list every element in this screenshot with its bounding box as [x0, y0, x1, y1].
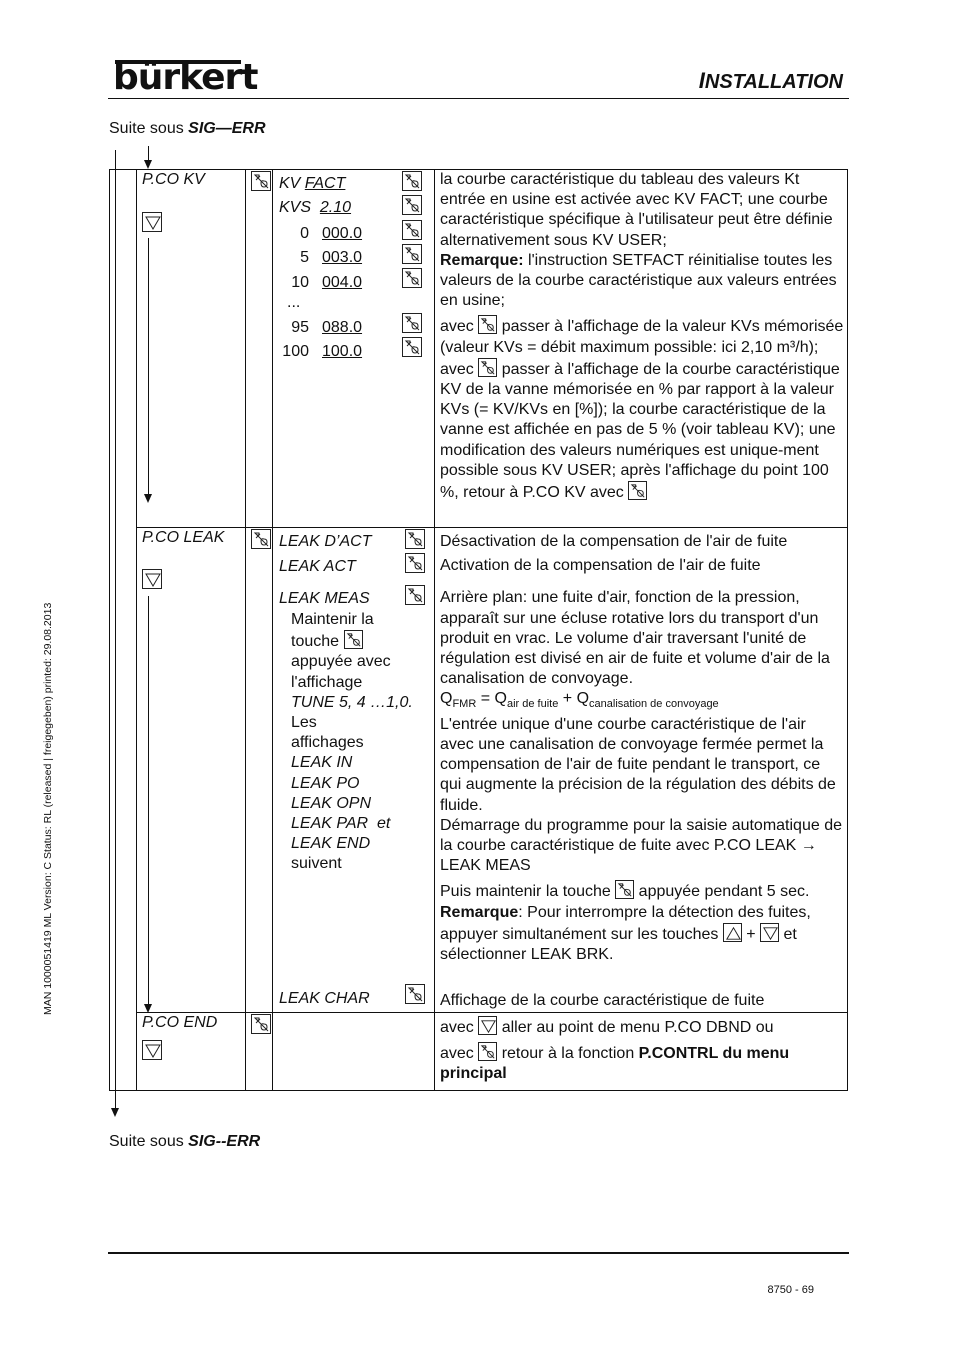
- hand-enter-icon[interactable]: [405, 529, 425, 549]
- flow-arrow-leak-head: [144, 1004, 152, 1013]
- down-arrow-key-icon[interactable]: [142, 569, 162, 589]
- hand-enter-icon[interactable]: [402, 268, 422, 288]
- hand-enter-icon[interactable]: [251, 1014, 271, 1034]
- menu-pco-leak: P.CO LEAK: [142, 529, 225, 546]
- desc-pco-kv: la courbe caractéristique du tableau des valeurs Kt entrée en usine est activée avec KV FACT; une courbe caractéristique spécifique à l'utilisateur peut être définie alternativement sous KV USER; Remarque: l'instruction SETFACT réinitialise toutes les valeurs de la courbe caractéristique aux valeurs entrées en usine; avec passer à l'affichage de la valeur KVs mémorisée (valeur KVs = débit maximum possible: ici 2,10 m³/h); avec passer à l'affichage de la courbe caractéristique KV de la vanne mémorisée en % par rapport à la valeur KVs (= KV/KVs en [%]); la courbe caractéristique de la vanne est affichée en pas de 5 % (voir tableau KV); une modification des valeurs numériques est unique-ment possible sous KV USER; après l'affichage du point 100 %, retour à P.CO KV avec: [440, 171, 844, 502]
- col-divider-3: [434, 169, 435, 1091]
- flow-arrow-kv-head: [144, 494, 152, 503]
- kv-pct: 10: [291, 274, 309, 291]
- col-divider-1: [245, 169, 246, 1091]
- kv-val: 000.0: [322, 225, 363, 242]
- kv-val: 003.0: [322, 249, 363, 266]
- kv-pct: 95: [291, 319, 309, 336]
- up-arrow-key-icon: [723, 923, 742, 942]
- hand-enter-icon: [344, 630, 363, 649]
- hand-enter-icon[interactable]: [251, 529, 271, 549]
- hand-enter-icon[interactable]: [402, 244, 422, 264]
- leak-meas-instructions: Maintenir la touche appuyée avec l'affichage TUNE 5, 4 …1,0. Les affichages LEAK IN LEAK PO LEAK OPN LEAK PAR et LEAK END suivent: [291, 611, 413, 873]
- hand-enter-icon[interactable]: [251, 171, 271, 191]
- param-leak-char: LEAK CHAR: [279, 990, 370, 1007]
- flow-arrow-leak: [148, 596, 149, 1006]
- burkert-logo: bürkert: [113, 57, 258, 98]
- menu-pco-end: P.CO END: [142, 1014, 218, 1031]
- param-leak-act: LEAK ACT: [279, 558, 356, 575]
- desc-pco-end: avec aller au point de menu P.CO DBND ou avec retour à la fonction P.CONTRL du menu principal: [440, 1016, 844, 1085]
- document-status-note: MAN 1000051419 ML Version: C Status: RL (released | freigegeben) printed: 29.08.2013: [42, 602, 54, 1015]
- hand-enter-icon[interactable]: [402, 195, 422, 215]
- kv-val: 004.0: [322, 274, 363, 291]
- hand-enter-icon: [478, 1042, 497, 1061]
- col-divider-2: [272, 169, 273, 1091]
- kv-val: 100.0: [322, 343, 363, 360]
- desc-pco-leak: Désactivation de la compensation de l'air de fuite Activation de la compensation de l'air de fuite Arrière plan: une fuite d'air, fonction de la pression, apparaît sur une écluse rotative lors du transport d'un produit en vrac. Le volume d'air traversant l'unité de régulation est divisé en air de fuite et volume d'air de la canalisation de convoyage. $Q_{FMR} = Q_{air de fuite} + Q_{canalisation de convoyage}$ L'entrée unique d'une courbe caractéristique de l'air avec une canalisation de convoyage fermée permet la compensation de l'air de fuite pendant le transport, ce qui augmente la précision de la régulation des débits de fluide. Démarrage du programme pour la saisie automatique de la courbe caractéristique de fuite avec P.CO LEAK → LEAK MEAS Puis maintenir la touche appuyée pendant 5 sec. Remarque: Pour interrompre la détection des fuites, appuyer simultanément sur les touches + et sélectionner LEAK BRK.: [440, 533, 842, 964]
- hand-enter-icon[interactable]: [402, 337, 422, 357]
- section-title: INSTALLATION: [698, 68, 843, 93]
- continuation-bottom: Suite sous SIG--ERR: [109, 1133, 261, 1150]
- flow-arrow-kv: [148, 238, 149, 496]
- table-bottom: [109, 1090, 848, 1091]
- kv-pct: 100: [282, 343, 309, 360]
- param-leak-dact: LEAK D’ACT: [279, 533, 372, 550]
- down-arrow-key-icon: [478, 1016, 497, 1035]
- continuation-top: Suite sous SIG—ERR: [109, 120, 266, 137]
- hand-enter-icon: [615, 880, 634, 899]
- down-arrow-key-icon[interactable]: [142, 212, 162, 232]
- row-divider-1: [136, 527, 848, 528]
- col-divider-0: [136, 169, 137, 1091]
- param-kvs: KVS 2.10: [279, 199, 352, 216]
- table-left: [109, 169, 110, 1091]
- flow-arrow-top-head: [144, 160, 152, 169]
- flow-arrow-top: [148, 146, 149, 160]
- hand-enter-icon[interactable]: [402, 313, 422, 333]
- flow-line-left: [115, 150, 116, 1110]
- param-leak-meas: LEAK MEAS: [279, 590, 370, 607]
- footer-rule: [108, 1252, 849, 1254]
- param-kv-fact: KV FACT: [279, 175, 346, 192]
- row-divider-2: [136, 1012, 848, 1013]
- kv-pct: 5: [300, 249, 309, 266]
- hand-enter-icon[interactable]: [402, 171, 422, 191]
- header-rule: [108, 98, 849, 99]
- desc-leak-char: Affichage de la courbe caractéristique de fuite: [440, 992, 765, 1009]
- table-right: [847, 169, 848, 1091]
- down-arrow-key-icon: [760, 923, 779, 942]
- kv-pct: 0: [300, 225, 309, 242]
- hand-enter-icon[interactable]: [405, 984, 425, 1004]
- hand-enter-icon: [478, 358, 497, 377]
- kv-val: 088.0: [322, 319, 363, 336]
- down-arrow-key-icon[interactable]: [142, 1040, 162, 1060]
- flow-arrow-bottom-head: [111, 1108, 119, 1117]
- menu-pco-kv: P.CO KV: [142, 171, 205, 188]
- hand-enter-icon: [478, 315, 497, 334]
- hand-enter-icon[interactable]: [402, 220, 422, 240]
- kv-ellipsis: ...: [287, 294, 301, 311]
- hand-enter-icon[interactable]: [405, 553, 425, 573]
- hand-enter-icon[interactable]: [405, 585, 425, 605]
- hand-enter-icon: [628, 481, 647, 500]
- page-number: 8750 - 69: [767, 1284, 814, 1296]
